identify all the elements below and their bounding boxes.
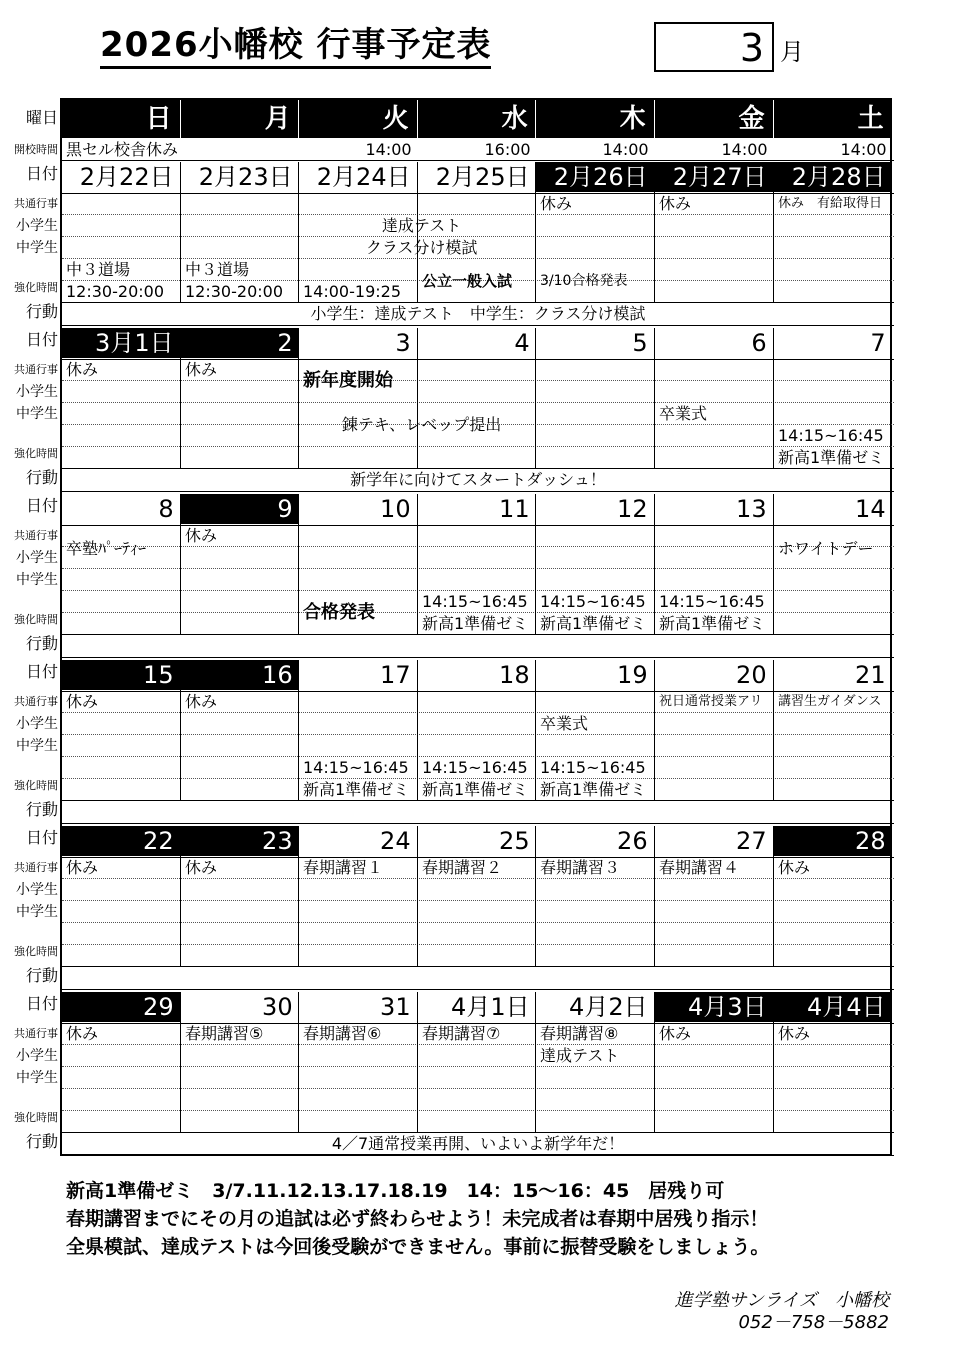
column-divider <box>298 328 299 468</box>
date-cell: 2月26日 <box>536 162 654 192</box>
date-cell: 6 <box>751 329 767 357</box>
column-divider <box>654 992 655 1132</box>
column-divider <box>180 100 181 140</box>
row-label: 強化時間 <box>14 613 58 626</box>
date-cell: 4月1日 <box>451 993 530 1021</box>
row-label: 強化時間 <box>14 945 58 958</box>
event-text: 新高1準備ゼミ <box>778 448 885 467</box>
event-text: 14:15~16:45 <box>303 758 409 777</box>
column-divider <box>535 328 536 468</box>
date-cell: 7 <box>870 329 886 357</box>
column-divider <box>298 494 299 634</box>
month-number: 3 <box>739 26 764 70</box>
divider <box>62 193 894 194</box>
column-divider <box>773 100 774 140</box>
date-cell: 4月3日 <box>655 992 773 1022</box>
column-divider <box>180 328 181 468</box>
date-cell: 2 <box>181 328 299 358</box>
row-label: 日付 <box>25 496 58 515</box>
event-text: 14:15~16:45 <box>540 592 646 611</box>
date-cell: 2月23日 <box>198 163 293 191</box>
event-text: 休み <box>185 360 218 379</box>
date-cell: 24 <box>380 827 411 855</box>
event-text: 休み <box>66 858 99 877</box>
date-cell: 19 <box>617 661 648 689</box>
row-label: 曜日 <box>25 108 58 127</box>
footer-note-3: 全県模試、達成テストは今回後受験ができません。事前に振替受験をしましょう。 <box>66 1236 770 1258</box>
event-text: 合格発表 <box>303 602 375 623</box>
row-label: 中学生 <box>16 904 58 920</box>
event-text: クラス分け模試 <box>365 238 478 257</box>
divider <box>62 657 894 658</box>
event-text: 新高1準備ゼミ <box>659 614 766 633</box>
row-label: 強化時間 <box>14 447 58 460</box>
event-text: 中３道場 <box>185 260 250 279</box>
date-cell: 4月4日 <box>774 992 892 1022</box>
date-cell: 3 <box>395 329 411 357</box>
row-label: 行動 <box>25 966 58 985</box>
event-text: 新高1準備ゼミ <box>540 614 647 633</box>
row-label: 日付 <box>25 164 58 183</box>
column-divider <box>298 100 299 140</box>
row-label: 中学生 <box>16 572 58 588</box>
date-cell: 9 <box>181 494 299 524</box>
event-text: 14:15~16:45 <box>659 592 765 611</box>
date-cell: 2月28日 <box>774 162 892 192</box>
dotted-divider <box>62 402 894 403</box>
column-divider <box>298 162 299 302</box>
calendar-grid <box>60 98 892 1156</box>
divider <box>62 634 894 635</box>
event-text: 祝日通常授業アリ <box>659 694 763 709</box>
row-label: 小学生 <box>16 882 58 898</box>
column-divider <box>180 992 181 1132</box>
column-divider <box>417 328 418 468</box>
open-time: 14:00 <box>365 140 412 159</box>
date-cell: 28 <box>774 826 892 856</box>
row-label: 中学生 <box>16 406 58 422</box>
row-label: 行動 <box>25 468 58 487</box>
event-text: 12:30-20:00 <box>185 282 283 301</box>
event-text: 新高1準備ゼミ <box>422 780 529 799</box>
footer-note-2: 春期講習までにその月の追試は必ず終わらせよう！未完成者は春期中居残り指示！ <box>66 1208 769 1230</box>
action-text: 4／7通常授業再開、いよいよ新学年だ！ <box>331 1134 625 1153</box>
event-text: 3/10合格発表 <box>540 273 628 289</box>
date-cell: 27 <box>736 827 767 855</box>
column-divider <box>417 992 418 1132</box>
event-text: 14:15~16:45 <box>540 758 646 777</box>
column-divider <box>180 494 181 634</box>
event-text: 春期講習４ <box>659 858 740 877</box>
dotted-divider <box>62 712 894 713</box>
row-label: 日付 <box>25 828 58 847</box>
date-cell: 14 <box>855 495 886 523</box>
event-text: 休み <box>66 692 99 711</box>
date-cell: 3月1日 <box>62 328 180 358</box>
row-label: 共通行事 <box>14 363 58 376</box>
column-divider <box>654 328 655 468</box>
event-text: 14:00-19:25 <box>303 282 401 301</box>
event-text: 春期講習２ <box>422 858 503 877</box>
date-cell: 8 <box>158 495 174 523</box>
event-text: 卒業式 <box>659 404 708 423</box>
column-divider <box>654 494 655 634</box>
dotted-divider <box>62 922 894 923</box>
open-time: 14:00 <box>721 140 768 159</box>
column-divider <box>773 494 774 634</box>
dotted-divider <box>62 546 894 547</box>
column-divider <box>535 992 536 1132</box>
date-cell: 2月22日 <box>79 163 174 191</box>
row-label: 小学生 <box>16 218 58 234</box>
dotted-divider <box>62 258 894 259</box>
page-title: 2026小幡校 行事予定表 <box>100 24 491 69</box>
date-cell: 2月27日 <box>655 162 773 192</box>
event-text: 春期講習⑥ <box>303 1024 382 1043</box>
event-text: 14:15~16:45 <box>778 426 884 445</box>
school-name: 進学塾サンライズ 小幡校 <box>674 1290 889 1311</box>
divider <box>62 800 894 801</box>
row-label: 共通行事 <box>14 695 58 708</box>
dotted-divider <box>62 568 894 569</box>
event-text: 錬テキ、レベップ提出 <box>341 415 502 434</box>
dotted-divider <box>62 380 894 381</box>
column-divider <box>654 660 655 800</box>
column-divider <box>417 494 418 634</box>
row-label: 共通行事 <box>14 197 58 210</box>
month-box <box>654 22 774 72</box>
date-cell: 4 <box>514 329 530 357</box>
dotted-divider <box>62 900 894 901</box>
open-time: 14:00 <box>602 140 649 159</box>
date-cell: 4月2日 <box>569 993 648 1021</box>
row-label: 中学生 <box>16 738 58 754</box>
event-text: 14:15~16:45 <box>422 758 528 777</box>
divider <box>62 491 894 492</box>
dotted-divider <box>62 1110 894 1111</box>
event-text: 休み <box>540 194 573 213</box>
event-text: 春期講習３ <box>540 858 621 877</box>
event-text: 達成テスト <box>540 1046 620 1065</box>
open-time: 黒セル校舎休み <box>66 140 179 159</box>
row-label: 開校時間 <box>14 143 58 156</box>
row-label: 小学生 <box>16 384 58 400</box>
event-text: 春期講習⑧ <box>540 1024 619 1043</box>
month-suffix: 月 <box>780 38 804 66</box>
row-label: 行動 <box>25 800 58 819</box>
event-text: 休み <box>66 1024 99 1043</box>
dotted-divider <box>62 612 894 613</box>
column-divider <box>417 826 418 966</box>
dotted-divider <box>62 734 894 735</box>
dotted-divider <box>62 446 894 447</box>
date-cell: 23 <box>181 826 299 856</box>
dotted-divider <box>62 944 894 945</box>
divider <box>62 989 894 990</box>
weekday-header: 月 <box>181 100 299 138</box>
date-cell: 31 <box>380 993 411 1021</box>
column-divider <box>535 826 536 966</box>
column-divider <box>180 660 181 800</box>
dotted-divider <box>62 756 894 757</box>
date-cell: 17 <box>380 661 411 689</box>
event-text: 中３道場 <box>66 260 131 279</box>
column-divider <box>417 100 418 140</box>
event-text: 休み 有給取得日 <box>778 196 883 211</box>
event-text: 休み <box>185 526 218 545</box>
event-text: 新高1準備ゼミ <box>303 780 410 799</box>
divider <box>62 468 894 469</box>
column-divider <box>298 660 299 800</box>
date-cell: 16 <box>181 660 299 690</box>
date-cell: 10 <box>380 495 411 523</box>
column-divider <box>180 162 181 302</box>
event-text: 春期講習⑤ <box>185 1024 264 1043</box>
dotted-divider <box>62 778 894 779</box>
row-label: 行動 <box>25 1132 58 1151</box>
dotted-divider <box>62 590 894 591</box>
column-divider <box>535 494 536 634</box>
date-cell: 12 <box>617 495 648 523</box>
weekday-header: 金 <box>655 100 773 138</box>
weekday-header: 土 <box>774 100 892 138</box>
weekday-header: 日 <box>62 100 180 138</box>
column-divider <box>298 826 299 966</box>
event-text: 新高1準備ゼミ <box>540 780 647 799</box>
row-label: 強化時間 <box>14 1111 58 1124</box>
date-cell: 2月25日 <box>435 163 530 191</box>
row-label: 日付 <box>25 662 58 681</box>
event-text: 12:30-20:00 <box>66 282 164 301</box>
event-text: 休み <box>659 1024 692 1043</box>
dotted-divider <box>62 214 894 215</box>
row-label: 共通行事 <box>14 1027 58 1040</box>
row-label: 小学生 <box>16 550 58 566</box>
column-divider <box>654 162 655 302</box>
column-divider <box>180 826 181 966</box>
divider <box>62 966 894 967</box>
row-label: 中学生 <box>16 1070 58 1086</box>
column-divider <box>535 660 536 800</box>
event-text: 達成テスト <box>381 216 462 235</box>
event-text: 新年度開始 <box>303 370 393 391</box>
column-divider <box>417 660 418 800</box>
divider <box>62 823 894 824</box>
dotted-divider <box>62 1088 894 1089</box>
date-cell: 15 <box>62 660 180 690</box>
row-label: 小学生 <box>16 716 58 732</box>
row-label: 強化時間 <box>14 779 58 792</box>
divider <box>62 302 894 303</box>
column-divider <box>773 162 774 302</box>
event-text: 卒塾ﾊﾟｰﾃｨｰ <box>66 539 147 559</box>
event-text: 14:15~16:45 <box>422 592 528 611</box>
event-text: 講習生ガイダンス <box>778 694 882 709</box>
column-divider <box>298 992 299 1132</box>
event-text: 春期講習⑦ <box>422 1024 501 1043</box>
phone-number: 052－758－5882 <box>738 1312 889 1333</box>
open-time: 16:00 <box>484 140 531 159</box>
date-cell: 18 <box>499 661 530 689</box>
row-label: 共通行事 <box>14 529 58 542</box>
date-cell: 11 <box>499 495 530 523</box>
row-label: 行動 <box>25 302 58 321</box>
dotted-divider <box>62 236 894 237</box>
open-time: 14:00 <box>840 140 887 159</box>
column-divider <box>773 826 774 966</box>
action-text: 新学年に向けてスタートダッシュ！ <box>350 470 606 489</box>
event-text: ホワイトデー <box>778 539 874 559</box>
column-divider <box>654 100 655 140</box>
weekday-header: 火 <box>299 100 417 138</box>
date-cell: 25 <box>499 827 530 855</box>
dotted-divider <box>62 1044 894 1045</box>
event-text: 休み <box>778 858 811 877</box>
date-cell: 29 <box>62 992 180 1022</box>
footer-note-1: 新高1準備ゼミ 3/7.11.12.13.17.18.19 14：15〜16：45 居残り可 <box>66 1180 725 1202</box>
event-text: 休み <box>185 858 218 877</box>
open-time <box>181 141 300 159</box>
action-text: 小学生：達成テスト 中学生：クラス分け模試 <box>310 304 646 323</box>
row-label: 行動 <box>25 634 58 653</box>
event-text: 春期講習１ <box>303 858 384 877</box>
row-label: 強化時間 <box>14 281 58 294</box>
date-cell: 26 <box>617 827 648 855</box>
date-cell: 21 <box>855 661 886 689</box>
column-divider <box>654 826 655 966</box>
column-divider <box>773 992 774 1132</box>
column-divider <box>773 328 774 468</box>
column-divider <box>535 100 536 140</box>
row-label: 共通行事 <box>14 861 58 874</box>
date-cell: 30 <box>262 993 293 1021</box>
event-text: 休み <box>659 194 692 213</box>
date-cell: 13 <box>736 495 767 523</box>
row-label: 日付 <box>25 994 58 1013</box>
date-cell: 20 <box>736 661 767 689</box>
event-text: 休み <box>778 1024 811 1043</box>
row-label: 中学生 <box>16 240 58 256</box>
row-label: 小学生 <box>16 1048 58 1064</box>
date-cell: 5 <box>632 329 648 357</box>
event-text: 新高1準備ゼミ <box>422 614 529 633</box>
column-divider <box>773 660 774 800</box>
date-cell: 22 <box>62 826 180 856</box>
dotted-divider <box>62 878 894 879</box>
date-cell: 2月24日 <box>316 163 411 191</box>
weekday-header: 水 <box>418 100 536 138</box>
dotted-divider <box>62 1066 894 1067</box>
row-label: 日付 <box>25 330 58 349</box>
divider <box>62 1132 894 1133</box>
event-text: 休み <box>185 692 218 711</box>
event-text: 公立一般入試 <box>422 272 513 290</box>
divider <box>62 160 894 161</box>
event-text: 卒業式 <box>540 714 589 733</box>
event-text: 休み <box>66 360 99 379</box>
weekday-header: 木 <box>536 100 654 138</box>
divider <box>62 1155 894 1156</box>
divider <box>62 325 894 326</box>
